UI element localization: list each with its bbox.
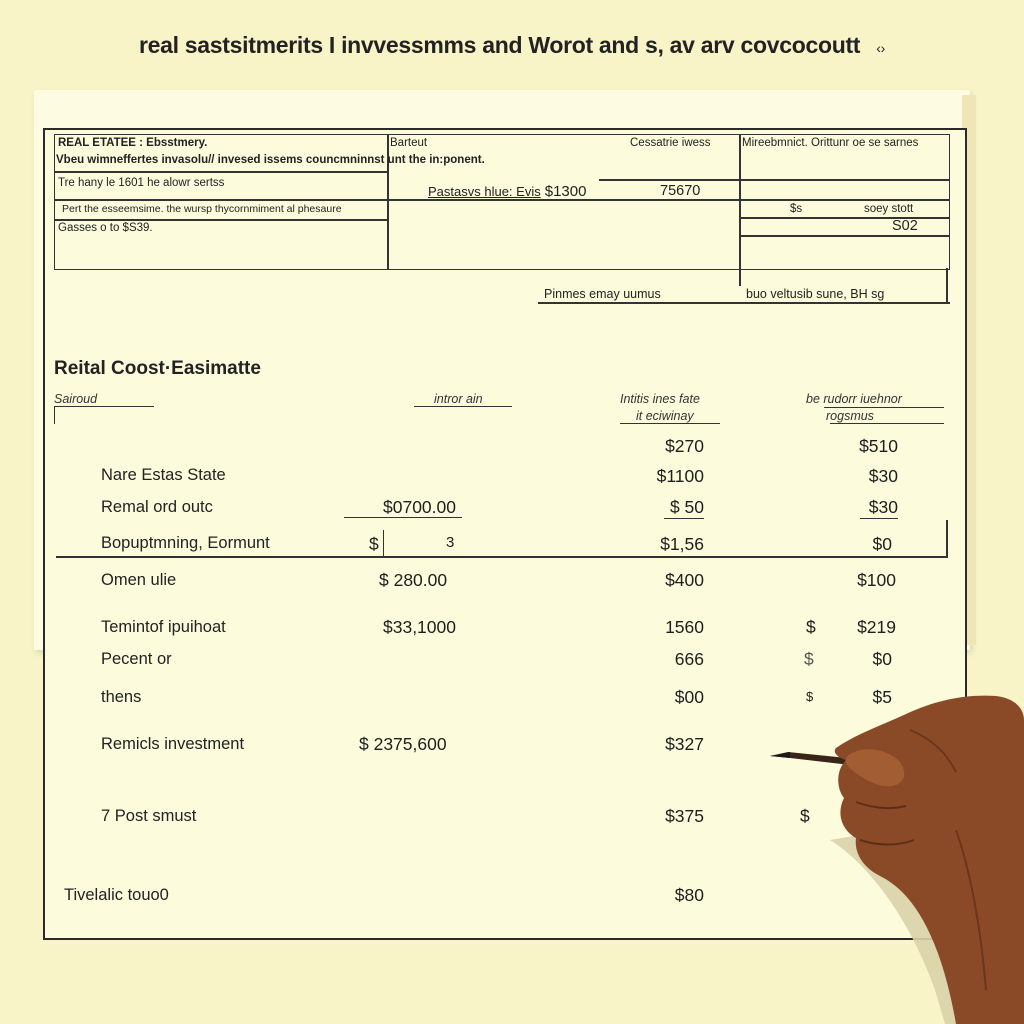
row-c4: $0: [872, 649, 892, 669]
section-divider: [56, 556, 948, 558]
row-c3: $00: [674, 687, 704, 707]
row-label: Remal ord outc: [101, 498, 213, 516]
header-underline: [414, 406, 512, 407]
hand-with-pen-illustration: [760, 690, 1024, 1024]
row-amount: $33,1000: [383, 617, 456, 637]
header-tick: [54, 406, 55, 424]
row-c4: $0: [872, 534, 892, 554]
row-amount: $ 280.00: [379, 570, 448, 590]
summary-foot-rule: [538, 302, 950, 304]
estimate-title: Reital Coost·Easimatte: [54, 358, 261, 379]
row-c4: $5: [872, 687, 892, 707]
header-underline: [54, 406, 154, 407]
header-underline: [830, 423, 944, 424]
row-c4: $30: [868, 497, 898, 517]
header-underline: [620, 423, 720, 424]
page-title-text: real sastsitmerits I invvessmms and Worot and s, av arv covcocoutt: [138, 32, 861, 58]
row-underline: [860, 518, 898, 519]
table-divider: [739, 135, 741, 269]
row-c3: $1,56: [660, 534, 704, 554]
row-amount-b: 3: [446, 534, 455, 551]
row-c4: $30: [868, 466, 898, 486]
estimate-col-header-4b: rogsmus: [826, 409, 874, 423]
summary-header-col3: Cessatrie iwess: [630, 137, 711, 149]
row-c4-sign: $: [806, 689, 814, 704]
summary-header-subtitle: Vbeu wimneffertes invasolu// invesed issems councmninnst unt the in:ponent.: [56, 154, 485, 166]
row-c3: $375: [665, 806, 704, 826]
row-c4: $219: [857, 617, 896, 637]
row-label: Omen ulie: [101, 571, 177, 589]
table-divider: [55, 171, 387, 173]
pen-tip: [770, 752, 790, 758]
summary-foot-tick: [946, 268, 948, 302]
row-underline: [664, 518, 704, 519]
row-label: Tivelalic touo0: [64, 886, 169, 904]
row-c3: $327: [665, 734, 704, 754]
row-c3: $1100: [656, 466, 704, 486]
row-amount: $: [369, 534, 379, 554]
row-label: Nare Estas State: [101, 466, 226, 484]
summary-row1-label-text: Pastasvs hlue: Evis: [428, 184, 541, 199]
summary-row3-left: Gasses o to $S39.: [58, 222, 153, 234]
row-amount: $0700.00: [383, 497, 456, 517]
row-label: thens: [101, 688, 142, 706]
estimate-col-header-3b: it eciwinay: [636, 409, 694, 423]
estimate-top-c3: $270: [665, 436, 704, 456]
row-c3: 666: [674, 649, 704, 669]
row-label: Remicls investment: [101, 735, 245, 753]
page-title: [0, 32, 1024, 59]
row-c3: $ 50: [669, 497, 704, 517]
summary-foot-right: buo veltusib sune, BH sg: [746, 287, 885, 301]
row-label: Temintof ipuihoat: [101, 618, 226, 636]
estimate-col-header-2: intror ain: [434, 392, 483, 406]
table-divider: [599, 179, 949, 181]
divider-tick: [946, 520, 948, 556]
table-divider: [55, 219, 387, 221]
header-underline: [824, 407, 944, 408]
row-label: 7 Post smust: [101, 807, 197, 825]
row-c4-sign: $: [800, 806, 810, 826]
arrows-icon: ‹›: [876, 40, 885, 56]
summary-row1-value: $1300: [544, 183, 587, 200]
row-tick: [383, 530, 384, 556]
row-amount: $ 2375,600: [359, 734, 447, 754]
row-c4-sign: $: [806, 617, 816, 637]
summary-header-col4: Mireebmnict. Orittunr oe se sarnes: [742, 137, 919, 149]
row-underline: [344, 517, 462, 518]
summary-header-left: REAL ETATEE : Ebsstmery.: [58, 137, 208, 149]
estimate-top-c4: $510: [859, 436, 898, 456]
summary-row2-col4b: soey stott: [864, 203, 914, 215]
summary-row1-col3: 75670: [660, 183, 701, 199]
summary-foot-left: Pinmes emay uumus: [544, 287, 661, 301]
row-label: Bopuptmning, Eormunt: [101, 534, 270, 552]
row-c3: 1560: [665, 617, 704, 637]
summary-row2-col4a: $s: [790, 203, 803, 215]
estimate-col-header-1: Sairoud: [54, 392, 98, 406]
estimate-col-header-3a: Intitis ines fate: [620, 392, 700, 406]
hand-svg: [760, 690, 1024, 1024]
table-divider: [739, 235, 949, 237]
summary-header-col2: Barteut: [390, 137, 428, 149]
row-c3: $400: [665, 570, 704, 590]
summary-row1-left: Tre hany le 1601 he alowr sertss: [58, 177, 225, 189]
summary-row1-label: [428, 183, 586, 200]
estimate-col-header-4a: be rudorr iuehnor: [806, 392, 902, 406]
row-label: Pecent or: [101, 650, 172, 668]
summary-row2-left: Pert the esseemsime. the wursp thycornmiment al phesaure: [62, 203, 342, 215]
row-c3: $80: [674, 885, 704, 905]
summary-row3-col4: S02: [892, 218, 918, 234]
row-c4: $100: [857, 570, 896, 590]
row-c4-sign: $: [804, 649, 814, 669]
summary-foot-tick: [739, 268, 741, 286]
